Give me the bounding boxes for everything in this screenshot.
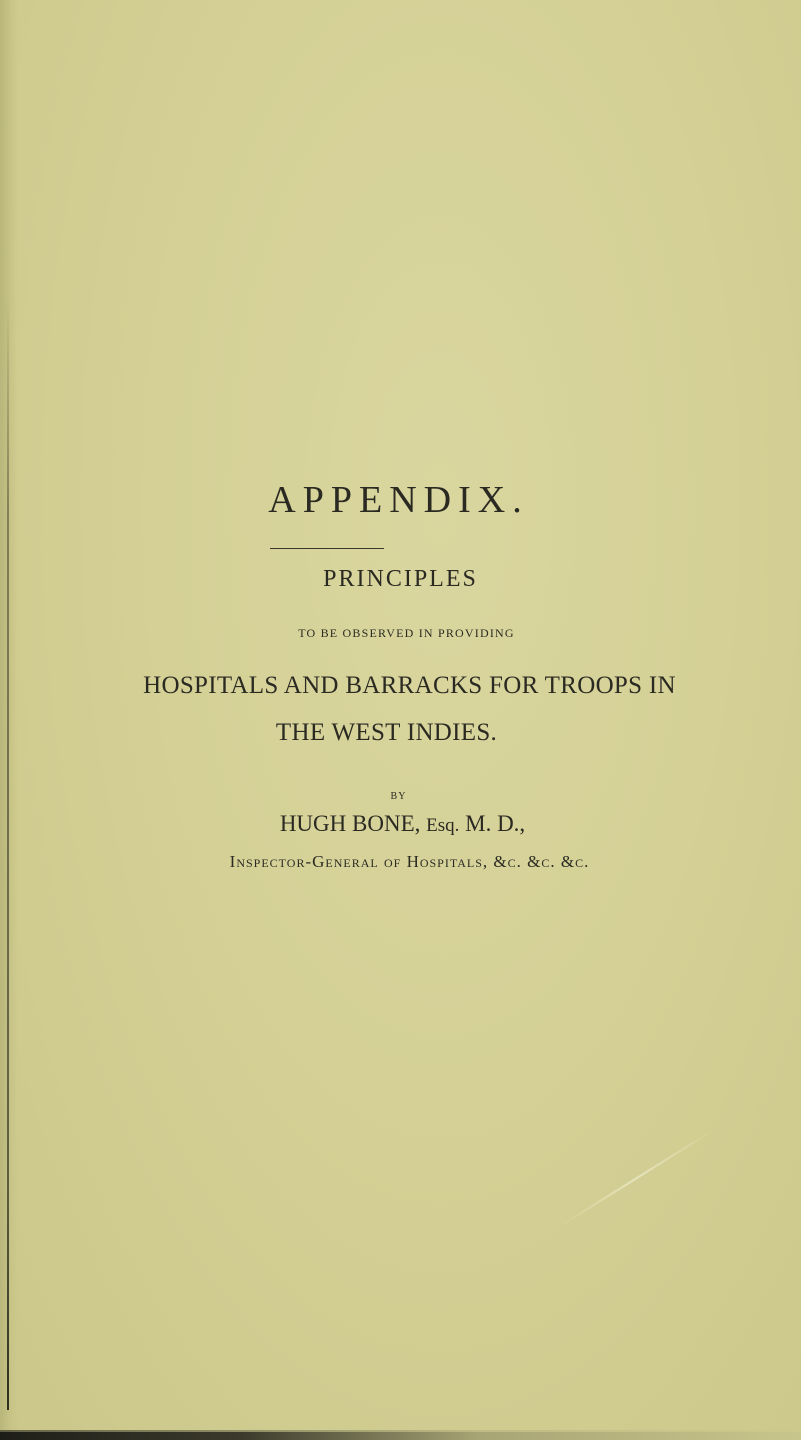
subtitle-observed: TO BE OBSERVED IN PROVIDING (298, 626, 515, 640)
author-name: HUGH BONE, (279, 811, 427, 836)
paper-crease (559, 1130, 713, 1227)
bottom-page-edge (0, 1432, 801, 1440)
divider-rule (270, 548, 384, 549)
main-title-line-1: HOSPITALS AND BARRACKS FOR TROOPS IN (143, 672, 676, 699)
appendix-heading: APPENDIX. (268, 479, 529, 521)
author-line (2, 811, 801, 837)
author-office: Inspector-General of Hospitals, &c. &c. &c. (229, 852, 590, 871)
author-degree: M. D., (459, 811, 526, 836)
author-esquire: Esq. (426, 815, 460, 836)
main-title-line-2: THE WEST INDIES. (275, 719, 498, 746)
byline-label: BY (390, 791, 407, 802)
title-principles: PRINCIPLES (323, 566, 478, 592)
